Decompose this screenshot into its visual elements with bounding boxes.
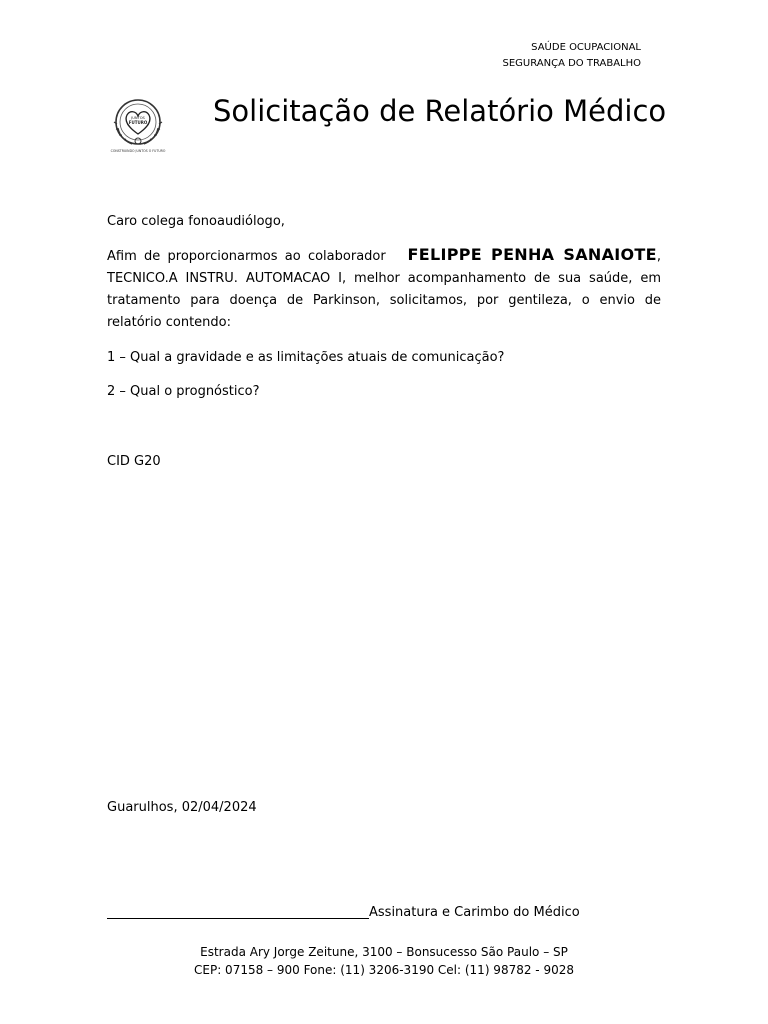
place-and-date: Guarulhos, 02/04/2024 (107, 800, 257, 815)
svg-text:FUTURO: FUTURO (128, 120, 148, 125)
signature-line (107, 918, 369, 919)
svg-text:CONSTRUINDO JUNTOS O FUTURO: CONSTRUINDO JUNTOS O FUTURO (110, 149, 166, 153)
header-line-work-safety: SEGURANÇA DO TRABALHO (502, 58, 641, 69)
document-title: Solicitação de Relatório Médico (213, 94, 667, 128)
paragraph-intro: Afim de proporcionarmos ao colaborador (107, 249, 386, 264)
footer-contacts: CEP: 07158 – 900 Fone: (11) 3206-3190 Cel: (11) 98782 - 9028 (194, 963, 574, 977)
logo-seal-icon (106, 94, 170, 154)
svg-text:JUNTOS: JUNTOS (131, 116, 145, 120)
signature-label: Assinatura e Carimbo do Médico (369, 905, 580, 920)
header-line-occupational-health: SAÚDE OCUPACIONAL (531, 42, 641, 53)
employee-name: FELIPPE PENHA SANAIOTE (407, 245, 657, 264)
question-2: 2 – Qual o prognóstico? (107, 384, 260, 399)
paragraph-rest: , TECNICO.A INSTRU. AUTOMACAO I, melhor acompanhamento de sua saúde, em tratamento para doença de Parkinson, solicitamos, por gentileza, o envio de relatório contendo: (107, 249, 661, 330)
footer-address: Estrada Ary Jorge Zeitune, 3100 – Bonsucesso São Paulo – SP (200, 945, 568, 959)
letter-greeting: Caro colega fonoaudiólogo, (107, 214, 285, 229)
question-1: 1 – Qual a gravidade e as limitações atuais de comunicação? (107, 350, 505, 365)
letter-main-paragraph (107, 244, 661, 334)
cid-code: CID G20 (107, 454, 161, 469)
